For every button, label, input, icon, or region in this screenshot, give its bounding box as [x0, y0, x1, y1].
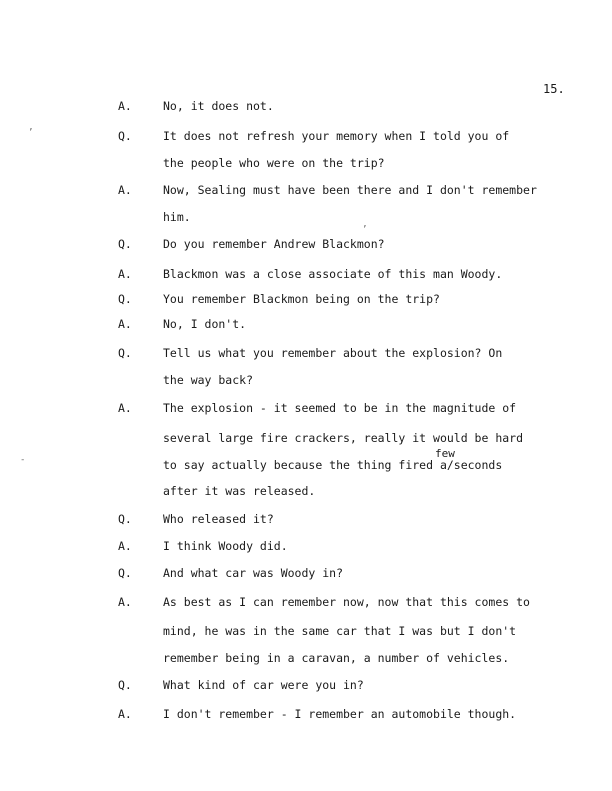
transcript-line: It does not refresh your memory when I told you of [163, 129, 510, 143]
transcript-line: Do you remember Andrew Blackmon? [163, 237, 385, 251]
transcript-line: And what car was Woody in? [163, 566, 344, 580]
transcript-line: the people who were on the trip? [163, 156, 385, 170]
transcript-line: Blackmon was a close associate of this man Woody. [163, 267, 503, 281]
scan-mark: ’ [362, 225, 368, 235]
scan-mark: ’ [28, 128, 34, 138]
transcript-line: remember being in a caravan, a number of vehicles. [163, 651, 510, 665]
transcript-line: What kind of car were you in? [163, 678, 364, 692]
speaker-label: A. [118, 317, 132, 331]
speaker-label: A. [118, 707, 132, 721]
transcript-line: Who released it? [163, 512, 274, 526]
transcript-line: Tell us what you remember about the explosion? On [163, 346, 503, 360]
speaker-label: Q. [118, 129, 132, 143]
transcript-line: No, I don't. [163, 317, 247, 331]
page-number: 15. [543, 82, 565, 96]
transcript-line: mind, he was in the same car that I was but I don't [163, 624, 517, 638]
speaker-label: A. [118, 539, 132, 553]
speaker-label: Q. [118, 292, 132, 306]
speaker-label: A. [118, 183, 132, 197]
transcript-line: several large fire crackers, really it would be hard [163, 431, 524, 445]
interlinear-insertion: few [435, 447, 455, 460]
speaker-label: Q. [118, 237, 132, 251]
transcript-line: the way back? [163, 373, 254, 387]
transcript-line: You remember Blackmon being on the trip? [163, 292, 440, 306]
transcript-line: As best as I can remember now, now that this comes to [163, 595, 530, 609]
scan-mark: - [20, 455, 26, 465]
transcript-line: him. [163, 210, 191, 224]
transcript-line: I think Woody did. [163, 539, 288, 553]
transcript-line: No, it does not. [163, 99, 274, 113]
transcript-line: after it was released. [163, 484, 316, 498]
speaker-label: Q. [118, 566, 132, 580]
speaker-label: Q. [118, 512, 132, 526]
speaker-label: A. [118, 401, 132, 415]
transcript-line: I don't remember - I remember an automobile though. [163, 707, 517, 721]
speaker-label: A. [118, 595, 132, 609]
speaker-label: A. [118, 267, 132, 281]
transcript-line: The explosion - it seemed to be in the magnitude of [163, 401, 517, 415]
speaker-label: Q. [118, 346, 132, 360]
speaker-label: Q. [118, 678, 132, 692]
speaker-label: A. [118, 99, 132, 113]
transcript-line: Now, Sealing must have been there and I don't remember [163, 183, 537, 197]
transcript-line: to say actually because the thing fired a/seconds [163, 458, 503, 472]
